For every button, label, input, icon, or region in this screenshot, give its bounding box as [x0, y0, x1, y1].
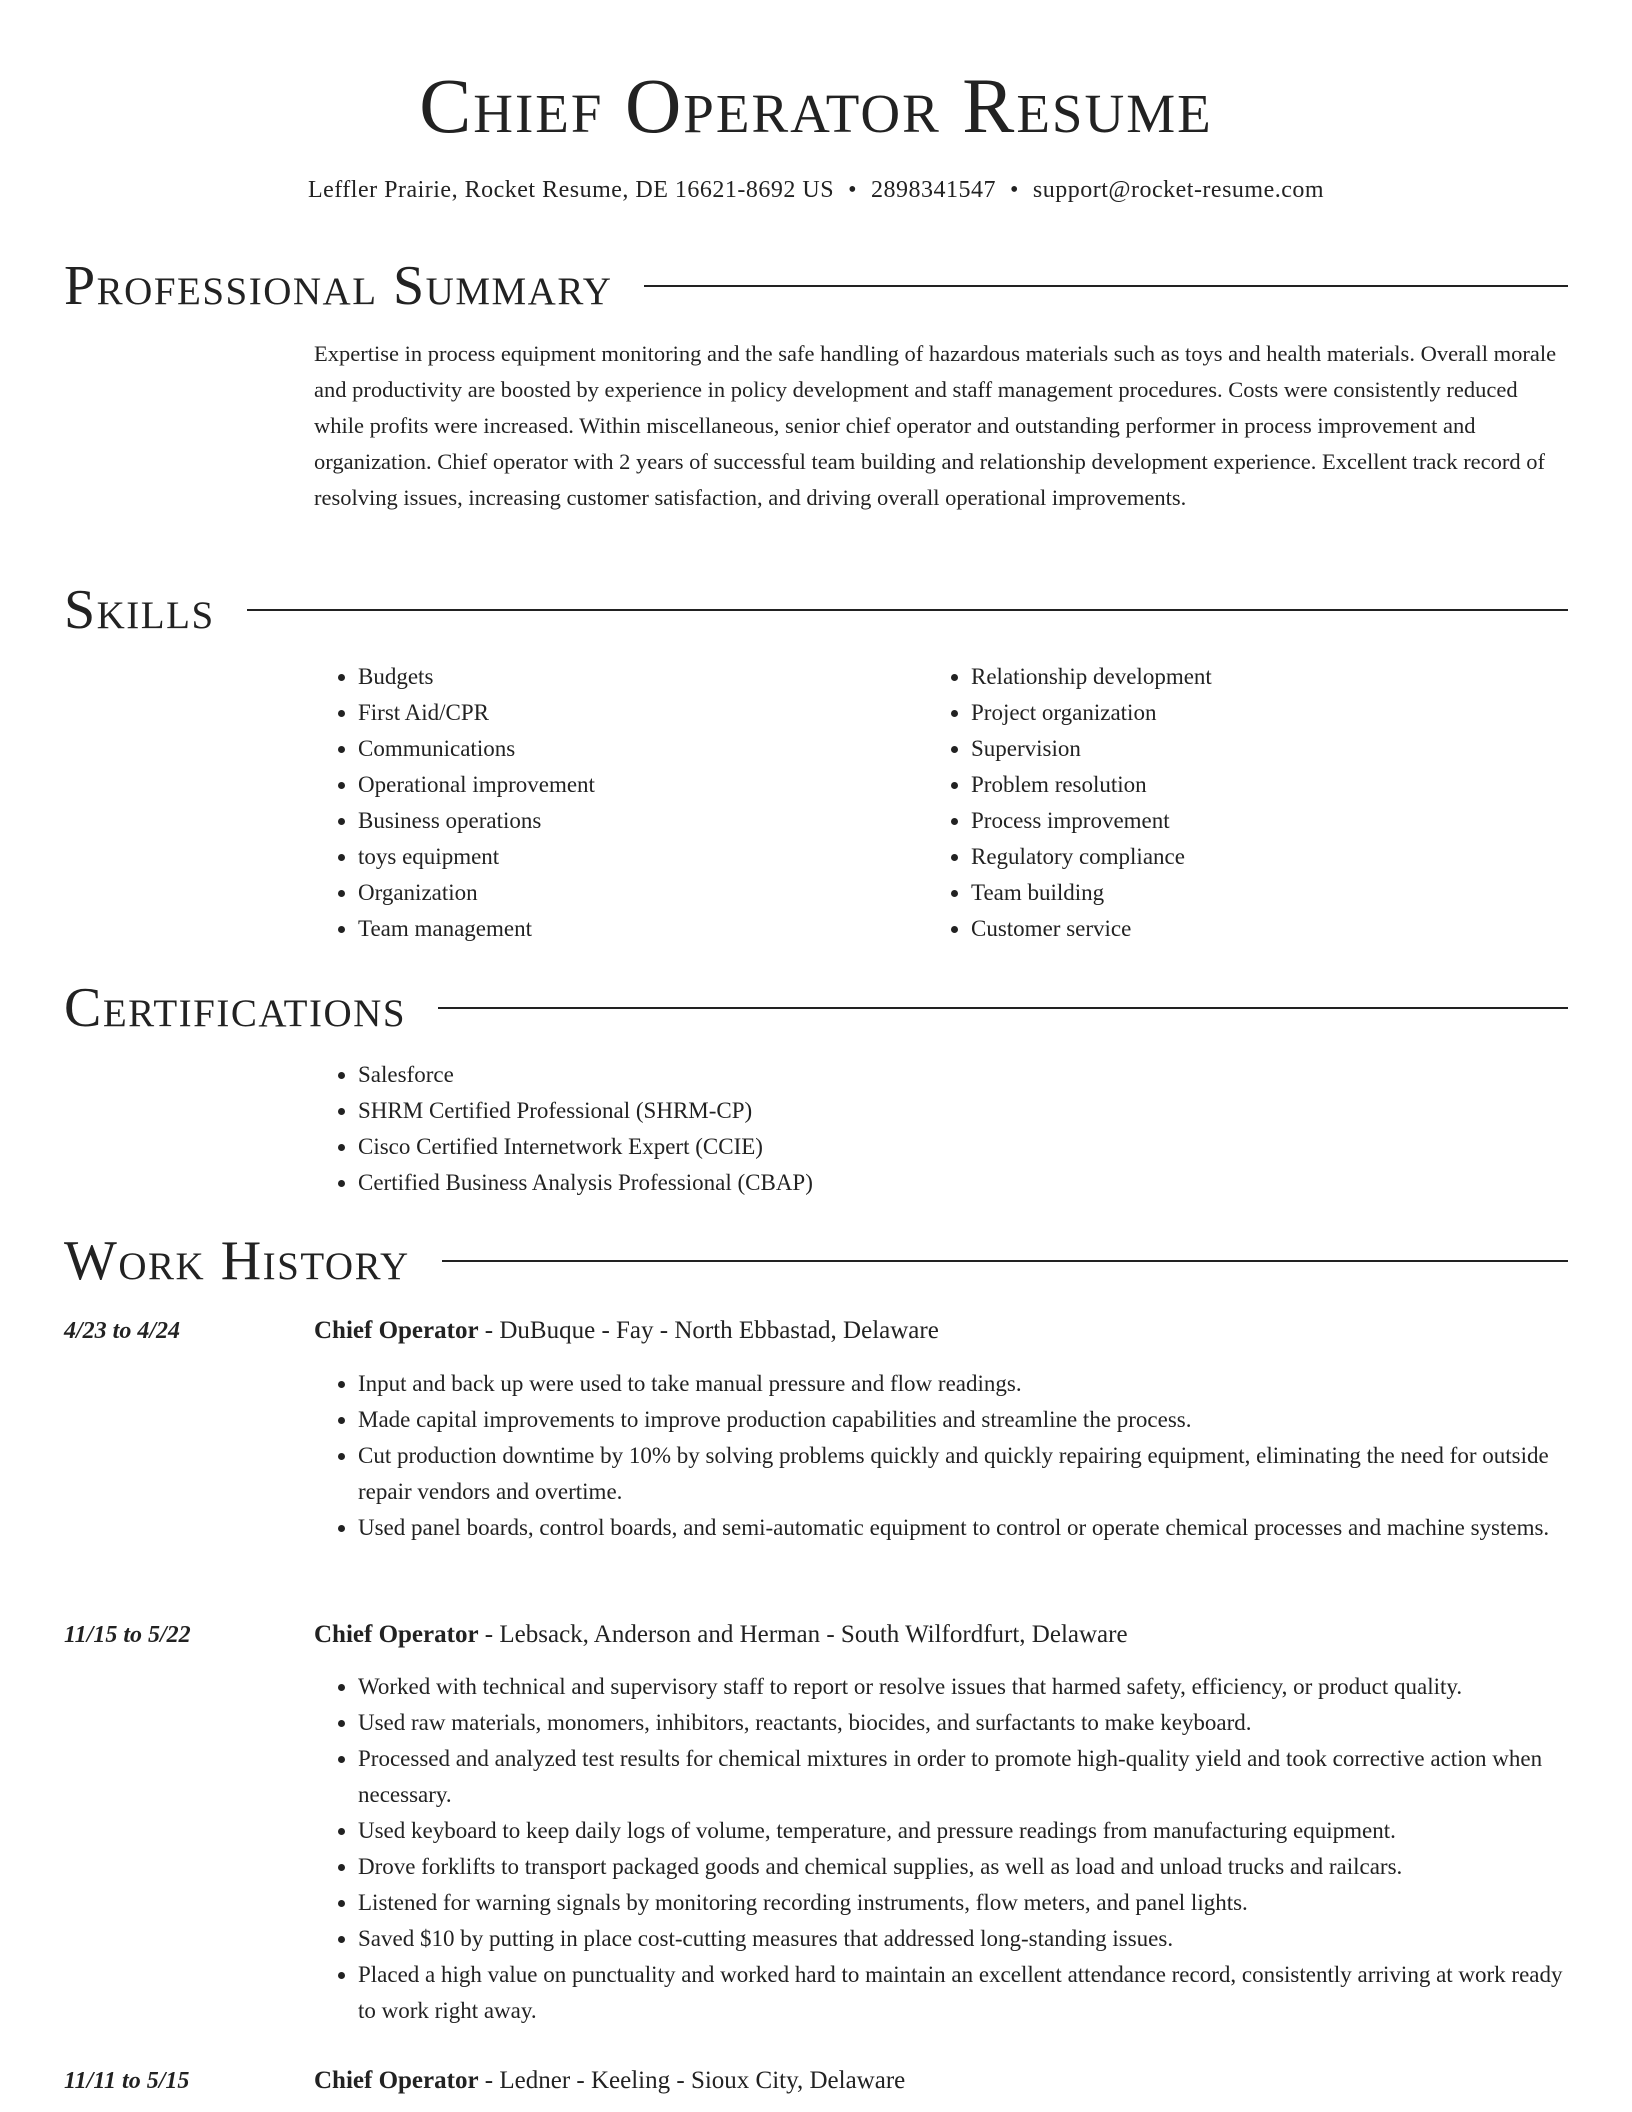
skills-column-right: [927, 659, 1507, 947]
work-history-section-header: [64, 1229, 1568, 1293]
job-dates: 4/23 to 4/24: [64, 1318, 181, 1344]
certifications-block: [314, 1057, 1214, 1201]
job-duty: • Used panel boards, control boards, and semi-automatic equipment to control or operate chemical processes and machine systems.: [358, 1510, 1568, 1546]
separator-dot: •: [848, 177, 857, 203]
section-heading-work-history: Work History: [64, 1230, 410, 1292]
job-title: Chief Operator: [314, 1317, 479, 1344]
job-duties-list: [314, 1366, 1568, 1546]
section-heading-summary: Professional Summary: [64, 255, 613, 317]
job-employer: - DuBuque - Fay - North Ebbastad, Delaware: [478, 1317, 939, 1344]
skill-item: • Team building: [971, 875, 1507, 911]
job-heading: [314, 1313, 1568, 1349]
skill-item: • Operational improvement: [358, 767, 894, 803]
job-duty: • Placed a high value on punctuality and worked hard to maintain an excellent attendance record, consistently arriving at work ready to work right away.: [358, 1957, 1568, 2029]
skill-item: • Problem resolution: [971, 767, 1507, 803]
job-duty: • Processed and analyzed test results for chemical mixtures in order to promote high-quality yield and took corrective action when necessary.: [358, 1741, 1568, 1813]
certification-item: • Salesforce: [358, 1057, 1214, 1093]
job-duty: • Made capital improvements to improve production capabilities and streamline the process.: [358, 1402, 1568, 1438]
skill-item: • Communications: [358, 731, 894, 767]
job-duties: [314, 1366, 1568, 1546]
job-duty: • Used raw materials, monomers, inhibitors, reactants, biocides, and surfactants to make keyboard.: [358, 1705, 1568, 1741]
skill-item: • Business operations: [358, 803, 894, 839]
job-duties-list: [314, 1669, 1568, 2029]
skill-item: • Relationship development: [971, 659, 1507, 695]
job-title: Chief Operator: [314, 1621, 479, 1648]
section-divider: [438, 1007, 1568, 1009]
job-duty: • Saved $10 by putting in place cost-cutting measures that addressed long-standing issues.: [358, 1921, 1568, 1957]
job-duty: • Listened for warning signals by monitoring recording instruments, flow meters, and panel lights.: [358, 1885, 1568, 1921]
skill-item: • First Aid/CPR: [358, 695, 894, 731]
skill-item: • Organization: [358, 875, 894, 911]
job-duty: • Used keyboard to keep daily logs of volume, temperature, and pressure readings from manufacturing equipment.: [358, 1813, 1568, 1849]
job-duty: • Drove forklifts to transport packaged goods and chemical supplies, as well as load and unload trucks and railcars.: [358, 1849, 1568, 1885]
job-duty: • Cut production downtime by 10% by solving problems quickly and quickly repairing equipment, eliminating the need for outside repair vendors and overtime.: [358, 1438, 1568, 1510]
skill-item: • Team management: [358, 911, 894, 947]
section-divider: [644, 285, 1568, 287]
address: Leffler Prairie, Rocket Resume, DE 16621-8692 US: [307, 177, 835, 203]
skill-item: • Regulatory compliance: [971, 839, 1507, 875]
skill-item: • Project organization: [971, 695, 1507, 731]
job-dates: 11/15 to 5/22: [64, 1622, 191, 1648]
job-heading: [314, 2063, 1568, 2099]
skills-list-right: [927, 659, 1507, 947]
certification-item: • Certified Business Analysis Professional (CBAP): [358, 1165, 1214, 1201]
skill-item: • Process improvement: [971, 803, 1507, 839]
job-duty: • Input and back up were used to take manual pressure and flow readings.: [358, 1366, 1568, 1402]
separator-dot: •: [1009, 177, 1019, 203]
skill-item: • Customer service: [971, 911, 1507, 947]
section-divider: [442, 1260, 1568, 1262]
summary-section-header: [64, 254, 1568, 318]
page-title: Chief Operator Resume: [419, 62, 1213, 149]
skill-item: • Budgets: [358, 659, 894, 695]
certification-item: • Cisco Certified Internetwork Expert (CCIE): [358, 1129, 1214, 1165]
section-heading-skills: Skills: [64, 579, 215, 641]
summary-text: Expertise in process equipment monitoring and the safe handling of hazardous materials such as toys and health materials. Overall morale and productivity are boosted by experience in policy development and staff management procedures. Costs were consistently reduced while profits were increased. Within miscellaneous, senior chief operator and outstanding performer in process improvement and organization. Chief operator with 2 years of successful team building and relationship development experience. Excellent track record of resolving issues, increasing customer satisfaction, and driving overall operational improvements.: [314, 341, 1557, 510]
certifications-section-header: [64, 976, 1568, 1040]
phone: 2898341547: [870, 177, 996, 203]
skill-item: • toys equipment: [358, 839, 894, 875]
skill-item: • Supervision: [971, 731, 1507, 767]
job-duties: [314, 1669, 1568, 2029]
job-dates: 11/11 to 5/15: [64, 2068, 190, 2094]
contact-line: [0, 172, 1632, 208]
skills-column-left: [314, 659, 894, 947]
skills-list-left: [314, 659, 894, 947]
job-employer: - Lebsack, Anderson and Herman - South Wilfordfurt, Delaware: [478, 1621, 1128, 1648]
job-heading: [314, 1617, 1568, 1653]
certifications-list: [314, 1057, 1214, 1201]
job-title: Chief Operator: [314, 2067, 479, 2094]
certification-item: • SHRM Certified Professional (SHRM-CP): [358, 1093, 1214, 1129]
email-link[interactable]: support@rocket-resume.com: [1032, 177, 1325, 203]
job-duty: • Worked with technical and supervisory staff to report or resolve issues that harmed safety, efficiency, or product quality.: [358, 1669, 1568, 1705]
job-employer: - Ledner - Keeling - Sioux City, Delaware: [478, 2067, 906, 2094]
section-divider: [247, 609, 1568, 611]
section-heading-certifications: Certifications: [64, 977, 407, 1039]
skills-section-header: [64, 578, 1568, 642]
